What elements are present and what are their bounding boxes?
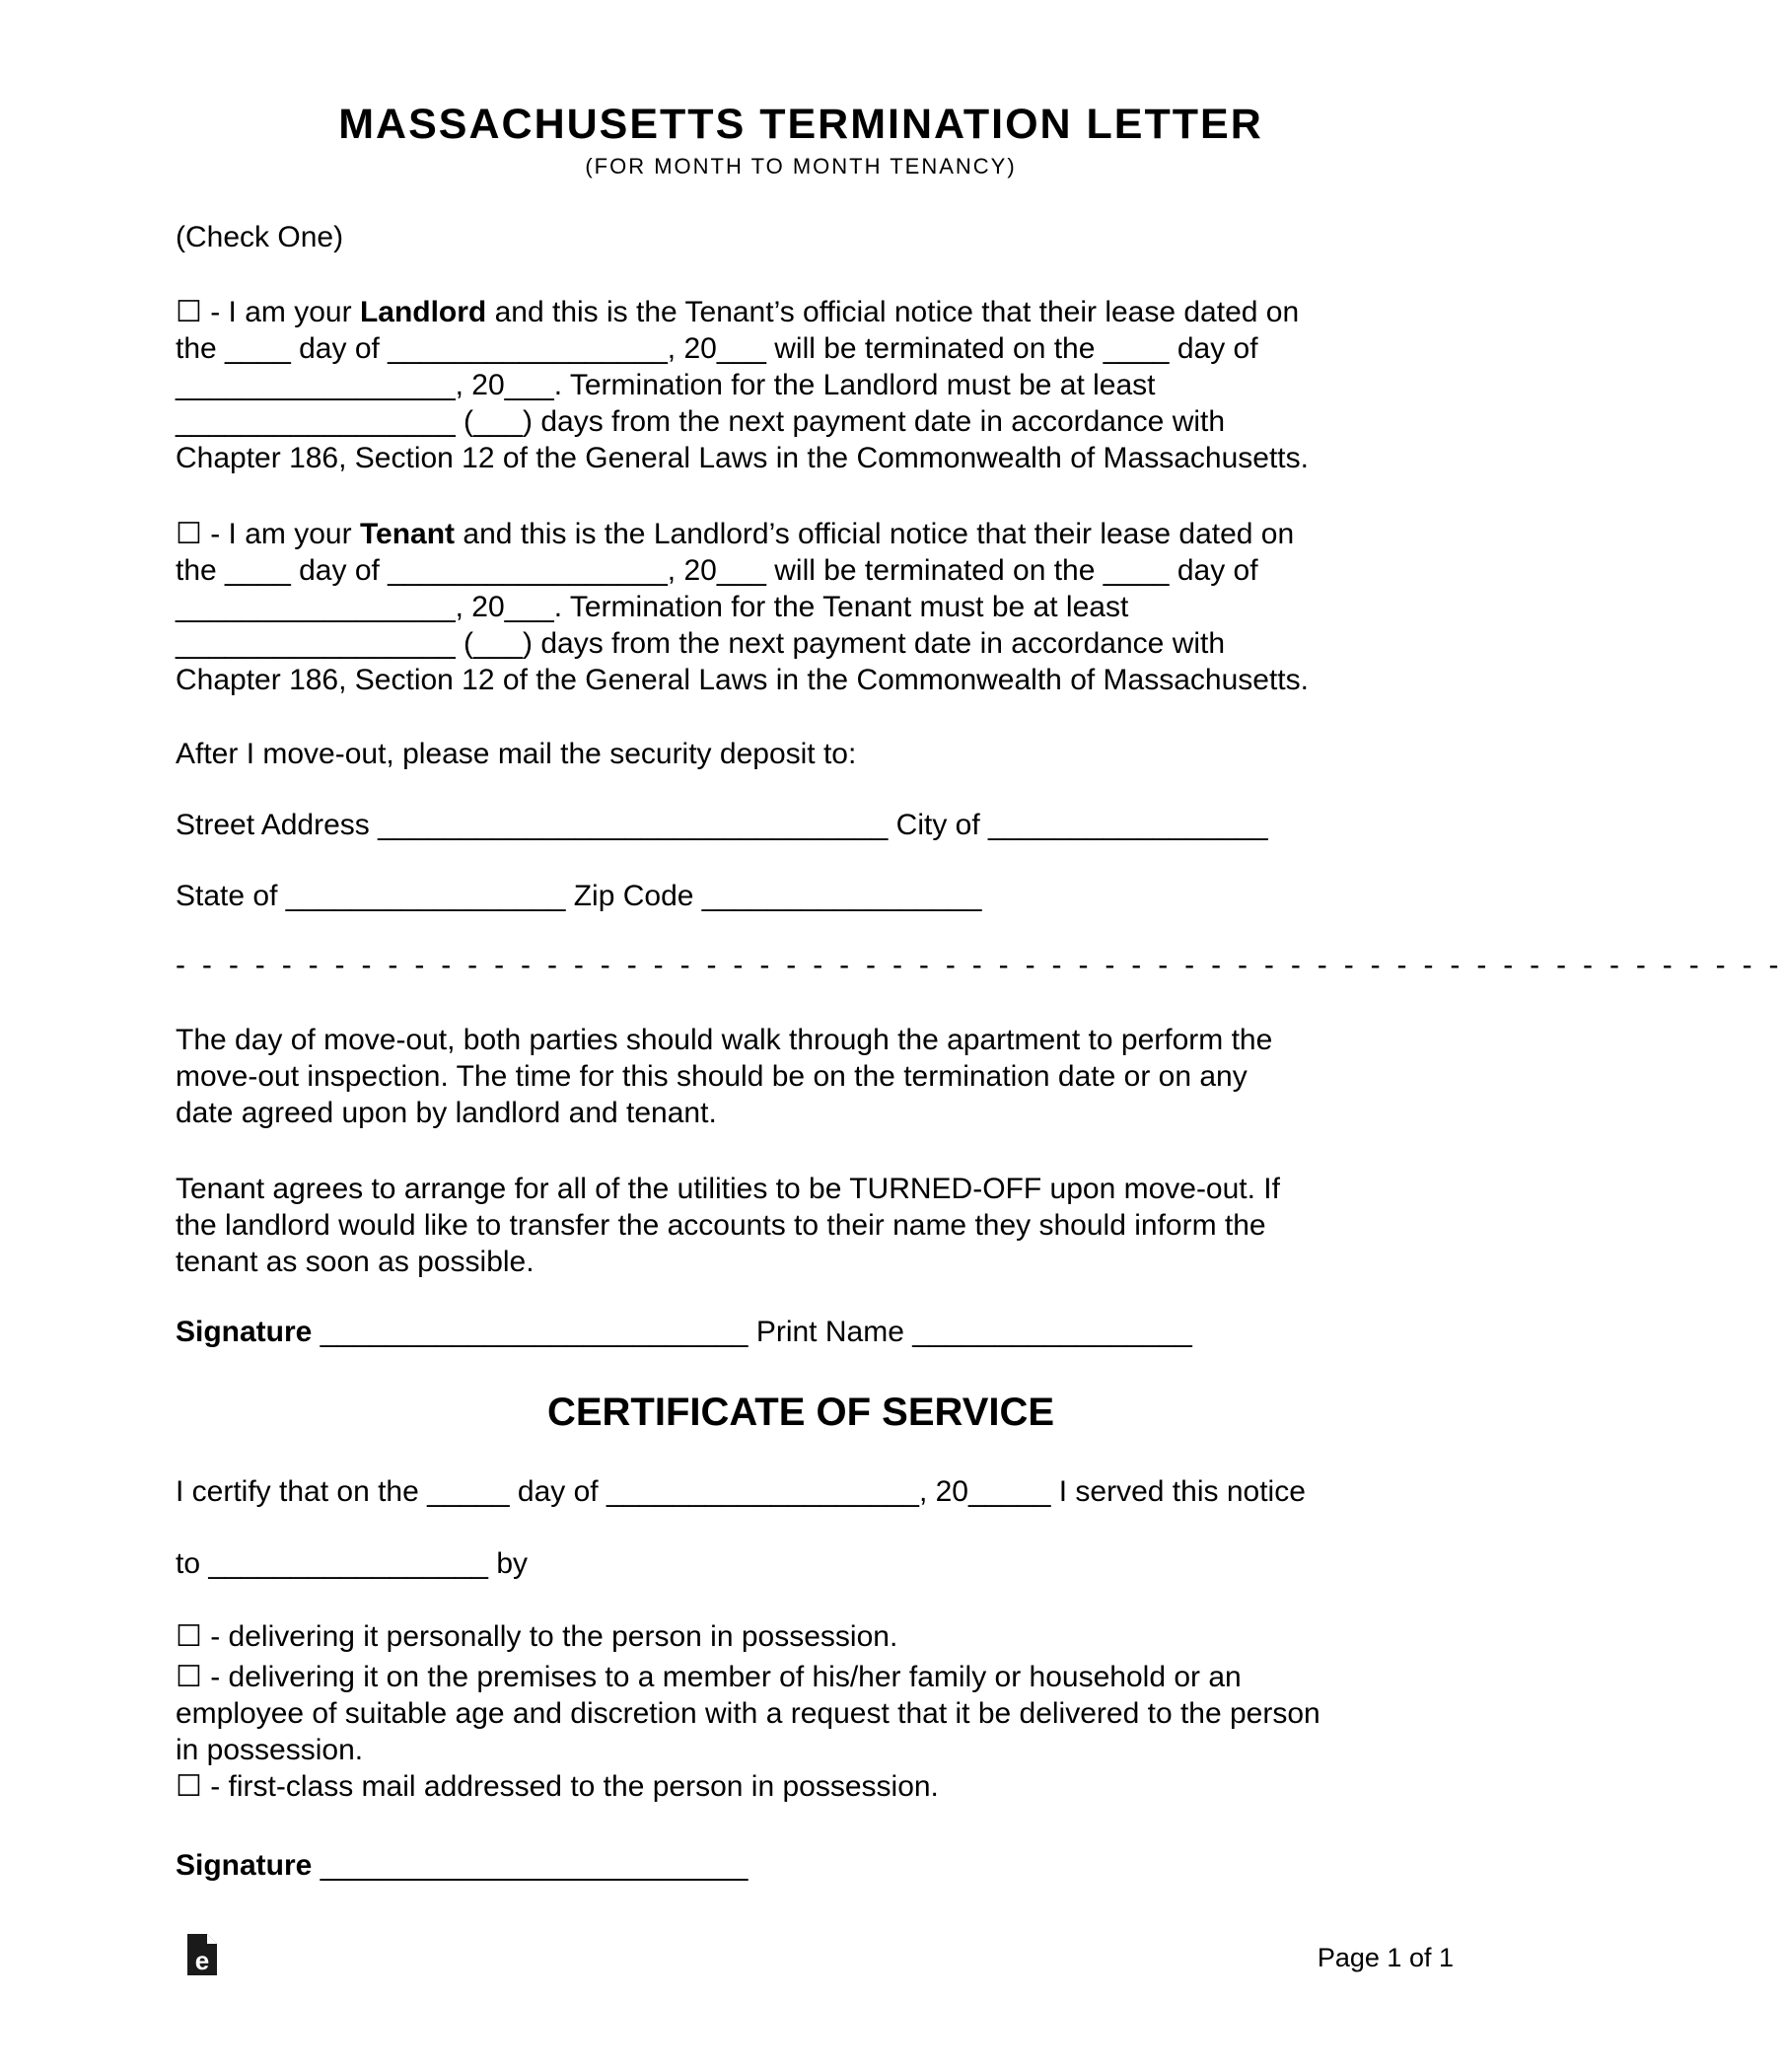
- landlord-option: [176, 294, 1438, 476]
- service-option-premises-line-3: in possession.: [176, 1734, 364, 1766]
- moveout-line-2: move-out inspection. The time for this should be on the termination date or on any: [176, 1060, 1248, 1093]
- svg-text:e: e: [194, 1946, 210, 1975]
- document-subtitle: (FOR MONTH TO MONTH TENANCY): [585, 154, 1017, 179]
- certificate-signature-field[interactable]: __________________________: [312, 1849, 749, 1882]
- dashed-separator: - - - - - - - - - - - - - - - - - - - - - - - - - - - - - - - - - - - - - - - - - - - - - - - - - - - - - - - - - - - - -: [176, 949, 1783, 981]
- tenant-option-line-2: the ____ day of _________________, 20___ will be terminated on the ____ day of: [176, 554, 1258, 587]
- tenant-option-line-4: _________________ (___) days from the next payment date in accordance with: [176, 627, 1226, 660]
- document-title: MASSACHUSETTS TERMINATION LETTER: [338, 101, 1263, 148]
- utilities-line-2: the landlord would like to transfer the accounts to their name they should inform the: [176, 1209, 1266, 1242]
- moveout-paragraph: [176, 1022, 1438, 1131]
- tenant-option-line-3: _________________, 20___. Termination for the Tenant must be at least: [176, 591, 1129, 623]
- tenant-option-line-1: [176, 516, 1438, 552]
- certificate-signature-label: Signature: [176, 1849, 313, 1882]
- service-option-premises-line-2: employee of suitable age and discretion with a request that it be delivered to the person: [176, 1697, 1320, 1730]
- tenant-checkbox-text[interactable]: ☐ - I am your: [176, 518, 360, 550]
- service-option-personal[interactable]: ☐ - delivering it personally to the person in possession.: [176, 1620, 898, 1653]
- certificate-signature-row: [176, 1847, 1438, 1884]
- tenant-option: [176, 516, 1438, 698]
- service-option-mail[interactable]: ☐ - first-class mail addressed to the person in possession.: [176, 1770, 939, 1803]
- tenant-option-line-5: Chapter 186, Section 12 of the General Laws in the Commonwealth of Massachusetts.: [176, 664, 1309, 696]
- landlord-option-line-1: [176, 294, 1438, 330]
- signature-field[interactable]: __________________________: [312, 1316, 756, 1348]
- landlord-option-line-3: _________________, 20___. Termination for the Landlord must be at least: [176, 369, 1156, 401]
- print-name-field[interactable]: Print Name _________________: [755, 1316, 1192, 1348]
- utilities-paragraph: [176, 1171, 1438, 1280]
- certify-line[interactable]: I certify that on the _____ day of ___________________, 20_____ I served this notice: [176, 1475, 1306, 1508]
- eforms-logo-icon: [183, 1928, 221, 1979]
- moveout-line-1: The day of move-out, both parties should walk through the apartment to perform the: [176, 1024, 1273, 1056]
- service-option-premises-line-1[interactable]: ☐ - delivering it on the premises to a member of his/her family or household or an: [176, 1661, 1242, 1693]
- landlord-option-line-4: _________________ (___) days from the next payment date in accordance with: [176, 405, 1226, 438]
- state-zip-field[interactable]: State of _________________ Zip Code _________________: [176, 880, 982, 912]
- service-options: [176, 1618, 1438, 1805]
- utilities-line-3: tenant as soon as possible.: [176, 1246, 535, 1278]
- landlord-option-line-5: Chapter 186, Section 12 of the General Laws in the Commonwealth of Massachusetts.: [176, 442, 1309, 474]
- tenant-line-1-rest: and this is the Landlord’s official notice that their lease dated on: [455, 518, 1295, 550]
- moveout-line-3: date agreed upon by landlord and tenant.: [176, 1097, 717, 1129]
- street-address-field[interactable]: Street Address _______________________________ City of _________________: [176, 809, 1268, 841]
- certificate-title: CERTIFICATE OF SERVICE: [546, 1391, 1055, 1434]
- served-to-line[interactable]: to _________________ by: [176, 1547, 529, 1580]
- signature-label: Signature: [176, 1316, 313, 1348]
- page-number: Page 1 of 1: [1317, 1943, 1454, 1972]
- deposit-intro: After I move-out, please mail the security deposit to:: [176, 738, 857, 770]
- tenant-bold-label: Tenant: [359, 518, 456, 550]
- utilities-line-1: Tenant agrees to arrange for all of the utilities to be TURNED-OFF upon move-out. If: [176, 1173, 1280, 1205]
- landlord-line-1-rest: and this is the Tenant’s official notice that their lease dated on: [486, 296, 1300, 328]
- landlord-bold-label: Landlord: [359, 296, 487, 328]
- landlord-checkbox-text[interactable]: ☐ - I am your: [176, 296, 360, 328]
- check-one-label: (Check One): [176, 221, 344, 253]
- landlord-option-line-2: the ____ day of _________________, 20___ will be terminated on the ____ day of: [176, 332, 1258, 365]
- signature-row: [176, 1314, 1438, 1350]
